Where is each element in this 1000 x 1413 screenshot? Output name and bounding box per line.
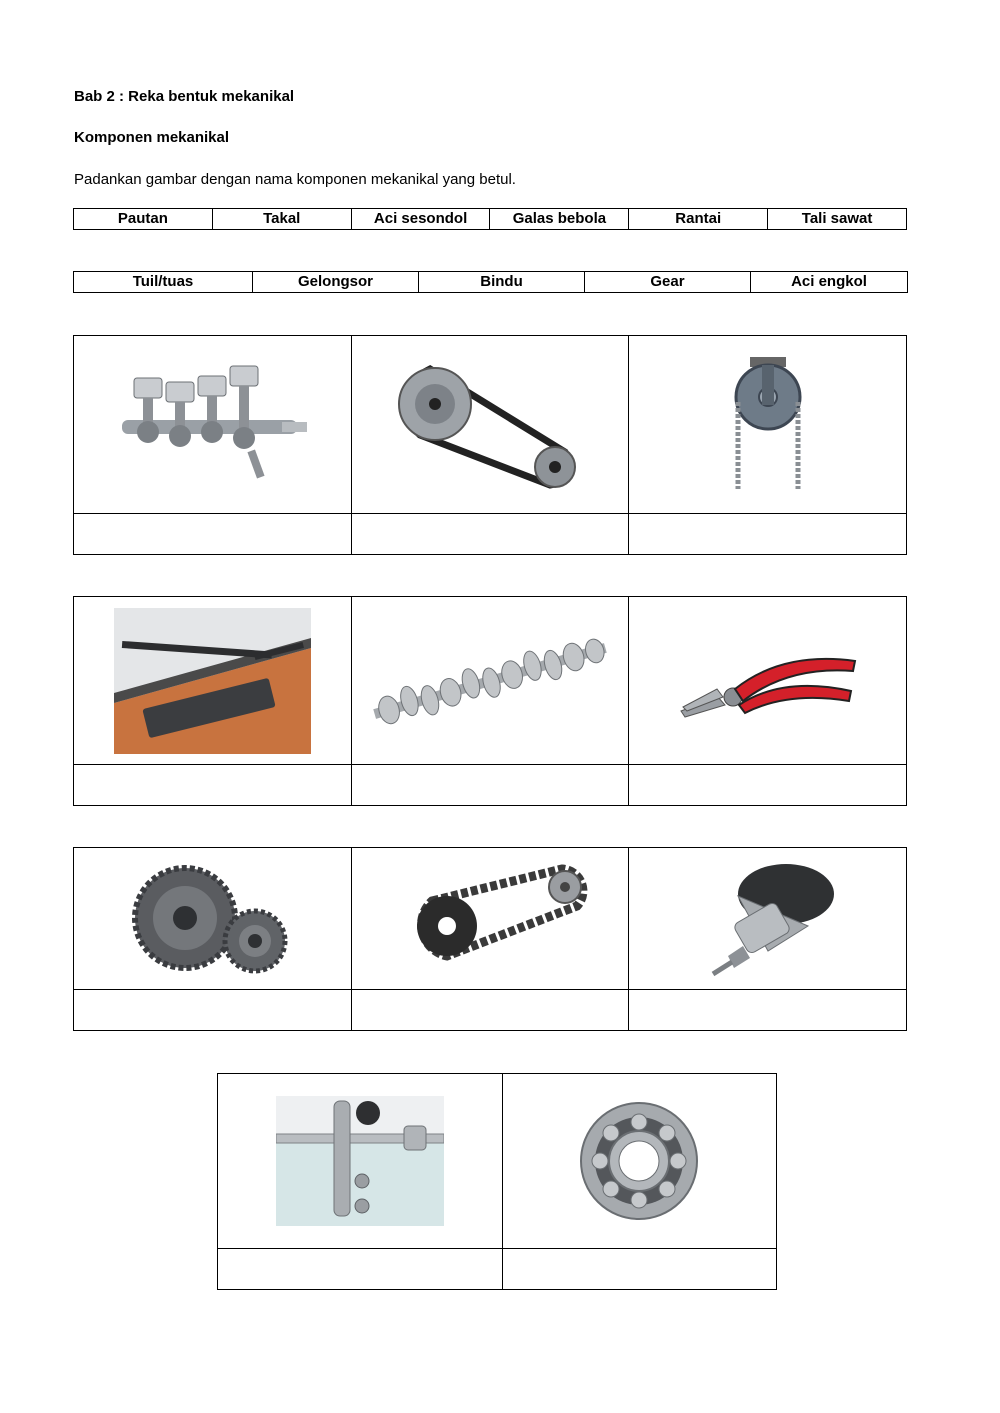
answer-box-10[interactable] <box>218 1249 503 1290</box>
answer-box-9[interactable] <box>629 990 907 1031</box>
answer-box-2[interactable] <box>351 514 629 555</box>
chain-sprocket-image <box>387 861 592 976</box>
word-gelongsor[interactable]: Gelongsor <box>253 272 419 293</box>
crankshaft-pistons-image <box>112 360 312 490</box>
word-tali-sawat[interactable]: Tali sawat <box>768 209 907 230</box>
word-bank-2 <box>73 271 908 293</box>
pliers-image <box>673 631 863 731</box>
answer-box-1[interactable] <box>74 514 352 555</box>
answer-box-3[interactable] <box>629 514 907 555</box>
section-subtitle: Komponen mekanikal <box>74 129 230 146</box>
image-grid-1 <box>73 335 907 555</box>
answer-box-11[interactable] <box>503 1249 777 1290</box>
word-rantai[interactable]: Rantai <box>629 209 768 230</box>
image-cell-2 <box>351 336 629 514</box>
door-closer-linkage-image <box>114 608 311 754</box>
pulley-rope-image <box>718 357 818 492</box>
image-grid-2 <box>73 596 907 806</box>
image-cell-8 <box>351 848 629 990</box>
word-bank-1 <box>73 208 907 230</box>
word-bindu[interactable]: Bindu <box>419 272 585 293</box>
image-cell-10 <box>218 1074 503 1249</box>
word-tuil-tuas[interactable]: Tuil/tuas <box>74 272 253 293</box>
answer-box-5[interactable] <box>351 765 629 806</box>
page-title: Bab 2 : Reka bentuk mekanikal <box>74 88 295 105</box>
word-pautan[interactable]: Pautan <box>74 209 213 230</box>
answer-box-6[interactable] <box>629 765 907 806</box>
image-cell-1 <box>74 336 352 514</box>
instruction-text: Padankan gambar dengan nama komponen mekanikal yang betul. <box>74 171 516 188</box>
image-cell-3 <box>629 336 907 514</box>
camshaft-image <box>365 626 615 736</box>
sliding-door-rail-image <box>276 1096 444 1226</box>
image-cell-9 <box>629 848 907 990</box>
answer-box-4[interactable] <box>74 765 352 806</box>
ball-bearing-image <box>572 1099 707 1224</box>
belt-drive-image <box>390 357 590 492</box>
answer-box-7[interactable] <box>74 990 352 1031</box>
image-cell-4 <box>74 597 352 765</box>
answer-box-8[interactable] <box>351 990 629 1031</box>
drill-chuck-image <box>698 856 838 981</box>
image-cell-11 <box>503 1074 777 1249</box>
image-grid-4 <box>217 1073 777 1290</box>
image-cell-6 <box>629 597 907 765</box>
word-aci-engkol[interactable]: Aci engkol <box>751 272 908 293</box>
image-cell-5 <box>351 597 629 765</box>
word-galas-bebola[interactable]: Galas bebola <box>490 209 629 230</box>
image-grid-3 <box>73 847 907 1031</box>
gears-image <box>130 861 295 976</box>
image-cell-7 <box>74 848 352 990</box>
word-aci-sesondol[interactable]: Aci sesondol <box>351 209 490 230</box>
word-gear[interactable]: Gear <box>585 272 751 293</box>
word-takal[interactable]: Takal <box>212 209 351 230</box>
